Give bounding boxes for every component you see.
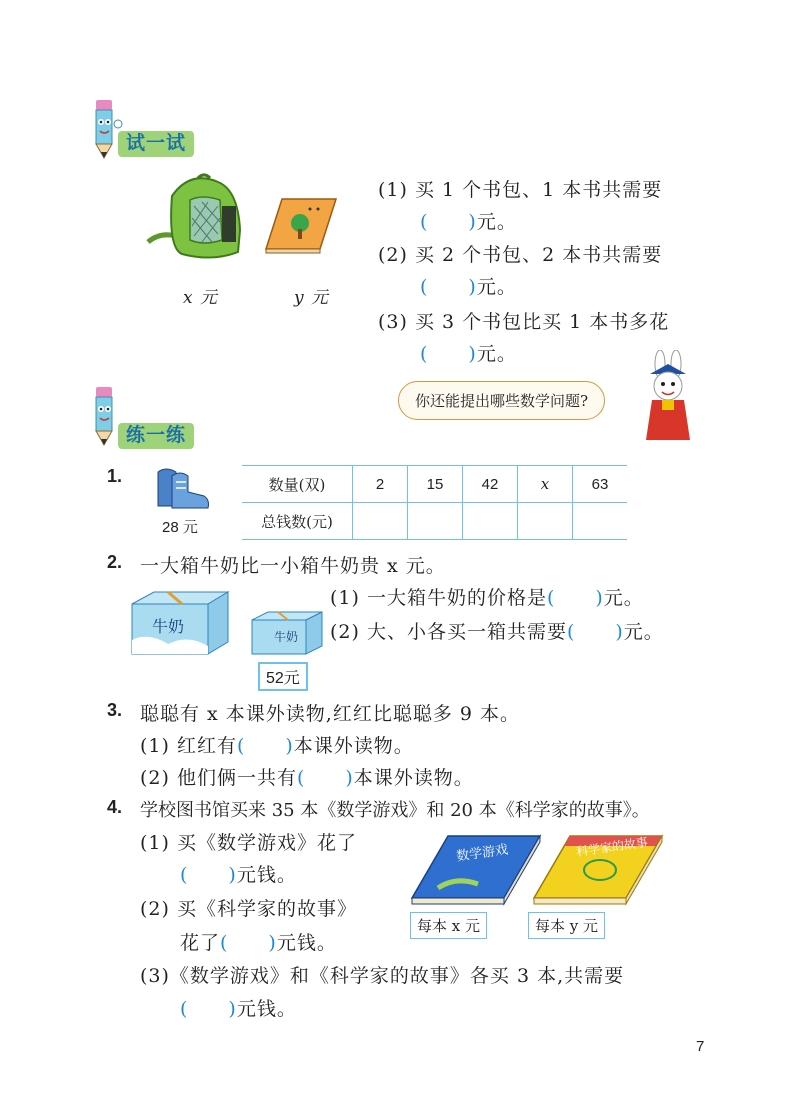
try-q2-answer: ( )元。 — [420, 276, 517, 298]
answer-blank[interactable]: ( ) — [236, 735, 294, 757]
try-it-badge: 试一试 — [118, 131, 194, 157]
problem-3-number: 3. — [107, 700, 123, 720]
problem-4-q1-answer: ( )元钱。 — [180, 864, 297, 886]
page-number: 7 — [696, 1038, 705, 1055]
rabbit-mascot-icon — [640, 350, 700, 446]
table-cell: 63 — [591, 475, 609, 493]
shoes-table — [242, 465, 627, 540]
table-input-cell[interactable] — [353, 503, 408, 540]
answer-blank[interactable]: ( ) — [220, 932, 277, 954]
backpack-icon — [142, 170, 254, 266]
book-price: y 元 — [294, 288, 330, 308]
try-q3-text: (3) 买 3 个书包比买 1 本书多花 — [378, 311, 670, 333]
answer-blank[interactable]: ( ) — [180, 864, 237, 886]
problem-4-q2: (2) 买《科学家的故事》 — [140, 898, 357, 920]
answer-blank[interactable]: ( ) — [180, 998, 237, 1020]
problem-4-number: 4. — [107, 797, 123, 817]
try-q2-text: (2) 买 2 个书包、2 本书共需要 — [378, 244, 663, 266]
problem-4-text: 学校图书馆买来 35 本《数学游戏》和 20 本《科学家的故事》。 — [140, 800, 650, 821]
big-milk-label: 牛奶 — [152, 617, 185, 636]
problem-2-text: 一大箱牛奶比一小箱牛奶贵 x 元。 — [140, 555, 446, 577]
backpack-price: x 元 — [183, 288, 218, 308]
answer-blank[interactable]: ( ) — [420, 343, 477, 365]
math-games-book-title: 数学游戏 — [455, 842, 510, 865]
problem-2-number: 2. — [107, 552, 123, 572]
table-header-quantity: 数量(双) — [242, 466, 353, 503]
table-cell: 42 — [463, 466, 518, 503]
problem-2-q1: (1) 一大箱牛奶的价格是( )元。 — [330, 587, 644, 609]
problem-4-q2-answer: 花了( )元钱。 — [180, 932, 337, 954]
problem-2-q2: (2) 大、小各买一箱共需要( )元。 — [330, 621, 664, 643]
table-input-cell[interactable] — [408, 503, 463, 540]
try-q1-answer: ( )元。 — [420, 211, 517, 233]
scientist-stories-book-price: 每本 y 元 — [528, 912, 605, 939]
answer-blank[interactable]: ( ) — [420, 276, 477, 298]
answer-blank[interactable]: ( ) — [566, 621, 624, 643]
small-milk-price: 52元 — [258, 662, 308, 691]
problem-4-q1: (1) 买《数学游戏》花了 — [140, 832, 357, 854]
shoes-price: 28 元 — [162, 519, 198, 536]
problem-3-q1: (1) 红红有( )本课外读物。 — [140, 735, 414, 757]
answer-blank[interactable]: ( ) — [296, 767, 354, 789]
table-cell: x — [518, 466, 573, 503]
problem-4-q3-answer: ( )元钱。 — [180, 998, 297, 1020]
table-header-total: 总钱数(元) — [242, 503, 353, 540]
practice-badge: 练一练 — [118, 423, 194, 449]
speech-bubble: 你还能提出哪些数学问题? — [398, 381, 605, 420]
answer-blank[interactable]: ( ) — [420, 211, 477, 233]
table-cell: 15 — [408, 466, 463, 503]
problem-1-number: 1. — [107, 466, 123, 486]
problem-3-text: 聪聪有 x 本课外读物,红红比聪聪多 9 本。 — [140, 703, 521, 725]
table-input-cell[interactable] — [518, 503, 573, 540]
answer-blank[interactable]: ( ) — [546, 587, 604, 609]
table-input-cell[interactable] — [573, 503, 628, 540]
table-input-cell[interactable] — [463, 503, 518, 540]
try-q1-text: (1) 买 1 个书包、1 本书共需要 — [378, 179, 663, 201]
try-q3-answer: ( )元。 — [420, 343, 517, 365]
problem-3-q2: (2) 他们俩一共有( )本课外读物。 — [140, 767, 474, 789]
problem-4-q3: (3)《数学游戏》和《科学家的故事》各买 3 本,共需要 — [140, 965, 625, 987]
math-games-book-price: 每本 x 元 — [410, 912, 487, 939]
small-milk-label: 牛奶 — [274, 630, 299, 644]
table-cell: 2 — [353, 466, 408, 503]
book-icon — [262, 193, 338, 259]
shoes-icon — [154, 462, 212, 516]
scientist-stories-book-title: 科学家的故事 — [575, 835, 649, 859]
